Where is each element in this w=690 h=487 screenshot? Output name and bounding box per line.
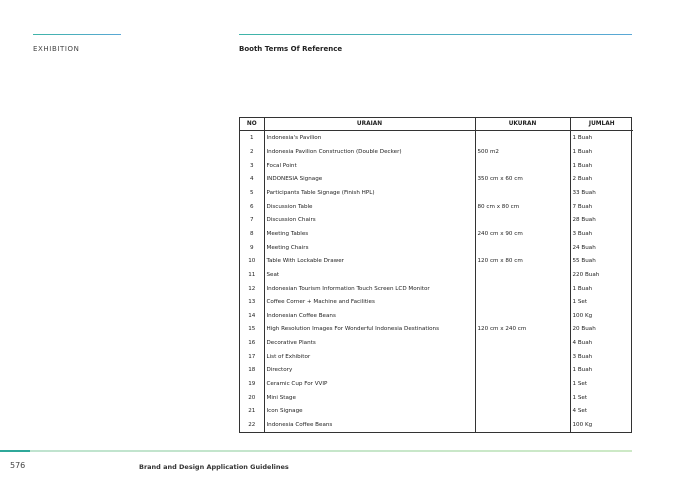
cell-jumlah: 55 Buah	[572, 258, 596, 265]
cell-ukuran	[475, 213, 570, 227]
cell-ukuran	[475, 377, 570, 391]
booth-reference-table	[240, 118, 633, 432]
cell-no: 9	[240, 241, 264, 255]
cell-no: 5	[240, 186, 264, 200]
cell-no: 20	[240, 391, 264, 405]
cell-jumlah: 1 Buah	[572, 149, 593, 156]
top-divider-left	[33, 34, 121, 35]
table-row	[240, 391, 633, 405]
cell-ukuran	[475, 350, 570, 364]
cell-ukuran	[475, 404, 570, 418]
column-header-no: NO	[240, 118, 264, 131]
cell-ukuran: 500 m2	[475, 145, 570, 159]
table-row	[240, 186, 633, 200]
cell-ukuran	[475, 241, 570, 255]
cell-uraian: Decorative Plants	[264, 336, 475, 350]
cell-ukuran	[475, 418, 570, 432]
cell-no: 12	[240, 282, 264, 296]
cell-jumlah: 3 Buah	[572, 230, 593, 237]
cell-uraian: Discussion Table	[264, 200, 475, 214]
table-row	[240, 418, 633, 432]
cell-jumlah: 1 Set	[572, 299, 588, 306]
top-divider-right	[239, 34, 632, 35]
cell-uraian: Indonesia Coffee Beans	[264, 418, 475, 432]
cell-jumlah: 1 Set	[572, 394, 588, 401]
cell-uraian: Discussion Chairs	[264, 213, 475, 227]
table-row	[240, 213, 633, 227]
cell-uraian: Icon Signage	[264, 404, 475, 418]
cell-jumlah: 7 Buah	[572, 203, 593, 210]
cell-no: 19	[240, 377, 264, 391]
cell-uraian: Coffee Corner + Machine and Facilities	[264, 295, 475, 309]
cell-no: 21	[240, 404, 264, 418]
table-row	[240, 350, 633, 364]
cell-uraian: Ceramic Cup For VVIP	[264, 377, 475, 391]
cell-ukuran	[475, 186, 570, 200]
table-row	[240, 254, 633, 268]
cell-ukuran	[475, 336, 570, 350]
cell-no: 16	[240, 336, 264, 350]
table-row	[240, 145, 633, 159]
table-row	[240, 200, 633, 214]
cell-uraian: Focal Point	[264, 159, 475, 173]
cell-jumlah: 20 Buah	[572, 326, 596, 333]
cell-no: 7	[240, 213, 264, 227]
cell-no: 3	[240, 159, 264, 173]
cell-jumlah: 33 Buah	[572, 190, 596, 197]
table-row	[240, 323, 633, 337]
table-row	[240, 227, 633, 241]
table-row	[240, 404, 633, 418]
cell-uraian: Table With Lockable Drawer	[264, 254, 475, 268]
table-row	[240, 364, 633, 378]
cell-uraian: Directory	[264, 364, 475, 378]
page-number: 576	[10, 461, 26, 470]
cell-ukuran	[475, 309, 570, 323]
cell-jumlah: 1 Buah	[572, 135, 593, 142]
cell-jumlah: 4 Buah	[572, 340, 593, 347]
cell-ukuran: 120 cm x 240 cm	[475, 323, 570, 337]
cell-no: 14	[240, 309, 264, 323]
table-header-row	[240, 118, 633, 131]
cell-no: 15	[240, 323, 264, 337]
column-header-uraian: URAIAN	[264, 118, 475, 131]
footer-title: Brand and Design Application Guidelines	[139, 463, 289, 471]
cell-jumlah: 1 Set	[572, 380, 588, 387]
cell-jumlah: 1 Buah	[572, 367, 593, 374]
cell-uraian: Participants Table Signage (Finish HPL)	[264, 186, 475, 200]
cell-jumlah: 28 Buah	[572, 217, 596, 224]
cell-uraian: Meeting Chairs	[264, 241, 475, 255]
table-row	[240, 377, 633, 391]
cell-jumlah: 2 Buah	[572, 176, 593, 183]
cell-uraian: Mini Stage	[264, 391, 475, 405]
cell-ukuran	[475, 391, 570, 405]
cell-ukuran: 120 cm x 80 cm	[475, 254, 570, 268]
cell-ukuran	[475, 159, 570, 173]
cell-uraian: High Resolution Images For Wonderful Indonesia Destinations	[264, 323, 475, 337]
cell-no: 6	[240, 200, 264, 214]
table-row	[240, 309, 633, 323]
cell-ukuran	[475, 282, 570, 296]
cell-jumlah: 1 Buah	[572, 162, 593, 169]
table-row	[240, 295, 633, 309]
cell-ukuran: 350 cm x 60 cm	[475, 173, 570, 187]
table-row	[240, 282, 633, 296]
column-header-jumlah: JUMLAH	[570, 118, 633, 131]
table-row	[240, 268, 633, 282]
table-row	[240, 336, 633, 350]
cell-uraian: INDONESIA Signage	[264, 173, 475, 187]
cell-uraian: Meeting Tables	[264, 227, 475, 241]
cell-jumlah: 4 Set	[572, 408, 588, 415]
cell-no: 1	[240, 131, 264, 146]
cell-no: 4	[240, 173, 264, 187]
cell-jumlah: 100 Kg	[572, 312, 593, 319]
cell-no: 17	[240, 350, 264, 364]
cell-jumlah: 100 Kg	[572, 422, 593, 429]
cell-ukuran: 240 cm x 90 cm	[475, 227, 570, 241]
cell-no: 18	[240, 364, 264, 378]
table-row	[240, 173, 633, 187]
cell-uraian: List of Exhibitor	[264, 350, 475, 364]
table-body	[240, 131, 633, 433]
table-row	[240, 159, 633, 173]
cell-no: 8	[240, 227, 264, 241]
section-label: EXHIBITION	[33, 45, 80, 53]
footer-divider	[0, 450, 632, 452]
cell-no: 13	[240, 295, 264, 309]
column-header-ukuran: UKURAN	[475, 118, 570, 131]
cell-uraian: Indonesian Tourism Information Touch Screen LCD Monitor	[264, 282, 475, 296]
cell-ukuran	[475, 364, 570, 378]
cell-jumlah: 3 Buah	[572, 353, 593, 360]
cell-uraian: Indonesian Coffee Beans	[264, 309, 475, 323]
cell-no: 10	[240, 254, 264, 268]
table-row	[240, 131, 633, 146]
table-row	[240, 241, 633, 255]
cell-uraian: Indonesia's Pavilion	[264, 131, 475, 146]
cell-no: 11	[240, 268, 264, 282]
cell-ukuran: 80 cm x 80 cm	[475, 200, 570, 214]
cell-no: 2	[240, 145, 264, 159]
cell-jumlah: 1 Buah	[572, 285, 593, 292]
cell-no: 22	[240, 418, 264, 432]
cell-ukuran	[475, 268, 570, 282]
page-heading: Booth Terms Of Reference	[239, 45, 343, 53]
cell-ukuran	[475, 295, 570, 309]
cell-ukuran	[475, 131, 570, 146]
cell-uraian: Indonesia Pavilion Construction (Double Decker)	[264, 145, 475, 159]
cell-jumlah: 24 Buah	[572, 244, 596, 251]
cell-uraian: Seat	[264, 268, 475, 282]
cell-jumlah: 220 Buah	[572, 271, 600, 278]
reference-table-container	[239, 117, 632, 433]
